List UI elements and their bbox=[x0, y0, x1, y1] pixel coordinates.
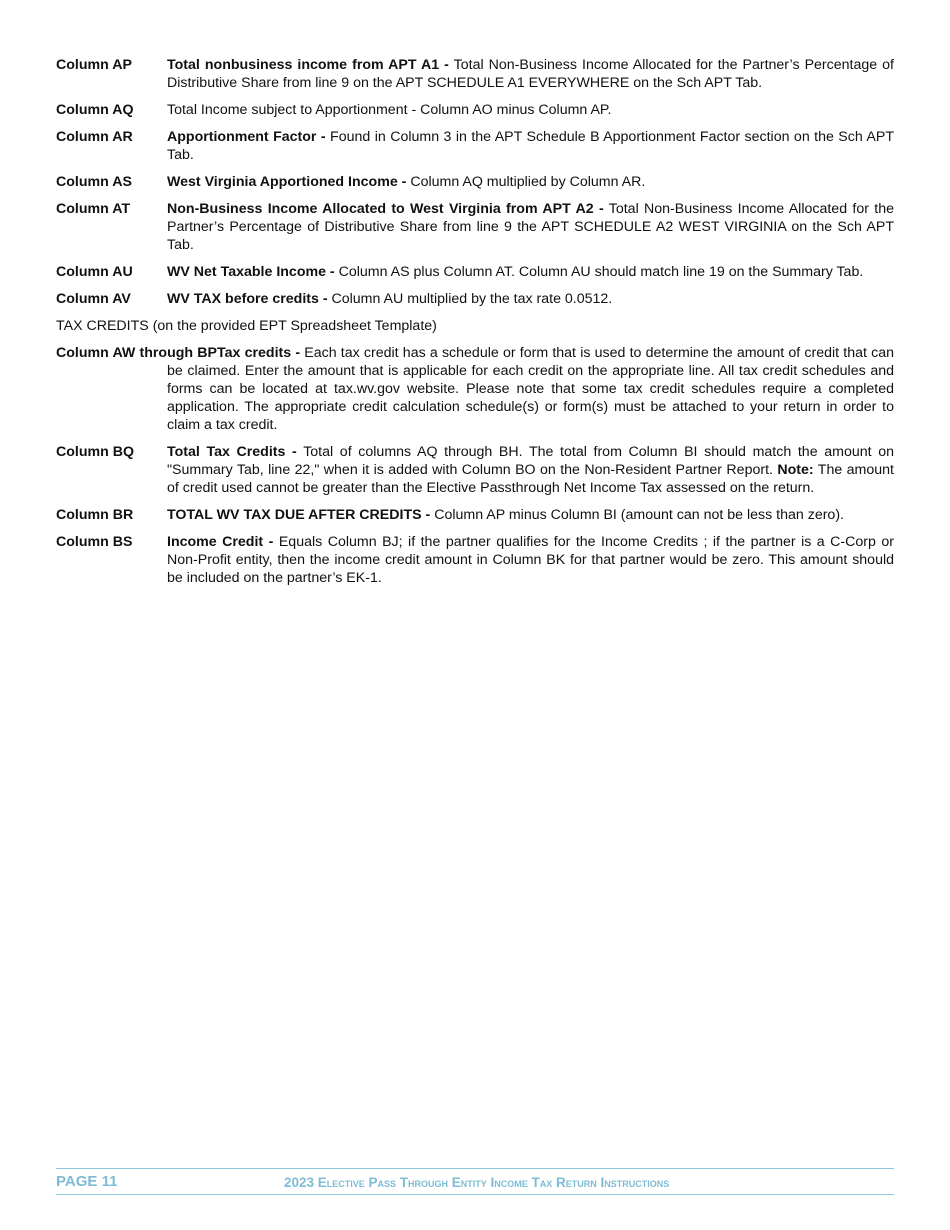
column-as-entry bbox=[56, 173, 894, 191]
entry-label: Column BQ bbox=[56, 444, 135, 460]
entry-body bbox=[167, 128, 894, 164]
entry-text: Found in Column 3 in the APT Schedule B Apportionment Factor section on the Sch APT Tab. bbox=[167, 129, 894, 163]
entry-text: Total Non-Business Income Allocated for the Partner’s Percentage of Distributive Share from line 9 the APT SCHEDULE A2 WEST VIRGINIA on the Sch APT Tab. bbox=[167, 201, 894, 253]
page-footer bbox=[56, 1168, 894, 1195]
entry-title: Apportionment Factor - bbox=[167, 129, 326, 145]
note-text: The amount of credit used cannot be greater than the Elective Passthrough Net Income Tax assessed on the return. bbox=[167, 462, 894, 496]
entry-body bbox=[167, 101, 894, 119]
entry-title: West Virginia Apportioned Income - bbox=[167, 174, 407, 190]
column-bq-entry bbox=[56, 443, 894, 497]
entry-title: WV Net Taxable Income - bbox=[167, 264, 335, 280]
entry-title: Income Credit - bbox=[167, 534, 274, 550]
column-ar-entry bbox=[56, 128, 894, 164]
column-bs-entry bbox=[56, 533, 894, 587]
tax-credits-heading: TAX CREDITS (on the provided EPT Spreadsheet Template) bbox=[56, 318, 437, 334]
entry-label: Column AU bbox=[56, 264, 133, 280]
entry-text: Each tax credit has a schedule or form that is used to determine the amount of credit that can be claimed. Enter the amount that is applicable for each credit on the appropriate line. All tax credit schedules and forms can be located at tax.wv.gov website. Please note that some tax credit schedules require a completed application. The appropriate credit calculation schedule(s) or form(s) must be attached to your return in order to claim a tax credit. bbox=[167, 345, 894, 433]
column-ap-entry bbox=[56, 56, 894, 92]
column-aq-entry bbox=[56, 101, 894, 119]
entry-text: Column AU multiplied by the tax rate 0.0512. bbox=[327, 291, 613, 307]
document-body bbox=[56, 56, 894, 596]
entry-body bbox=[167, 263, 894, 281]
column-at-entry bbox=[56, 200, 894, 254]
entry-label: Column AP bbox=[56, 57, 132, 73]
page-number: PAGE 11 bbox=[56, 1173, 118, 1190]
entry-title: Non-Business Income Allocated to West Virginia from APT A2 - bbox=[167, 201, 604, 217]
note-label: Note: bbox=[777, 462, 814, 478]
entry-text: Column AQ multiplied by Column AR. bbox=[406, 174, 646, 190]
entry-title: Tax credits - bbox=[217, 345, 301, 361]
column-br-entry bbox=[56, 506, 894, 524]
entry-body bbox=[167, 290, 894, 308]
entry-label: Column AQ bbox=[56, 102, 134, 118]
entry-text: Total of columns AQ through BH. The total from Column BI should match the amount on "Summary Tab, line 22," when it is added with Column BO on the Non-Resident Partner Report. bbox=[167, 444, 894, 478]
entry-body bbox=[167, 200, 894, 254]
entry-title: TOTAL WV TAX DUE AFTER CREDITS - bbox=[167, 507, 431, 523]
entry-text: Total Income subject to Apportionment - Column AO minus Column AP. bbox=[167, 102, 612, 118]
entry-text: Equals Column BJ; if the partner qualifies for the Income Credits ; if the partner is a C-Corp or Non-Profit entity, then the income credit amount in Column BK for that partner would be zero. This amount should be included on the partner’s EK-1. bbox=[167, 534, 894, 586]
entry-title: Total Tax Credits - bbox=[167, 444, 297, 460]
entry-text: Column AS plus Column AT. Column AU should match line 19 on the Summary Tab. bbox=[334, 264, 864, 280]
entry-text: Total Non-Business Income Allocated for the Partner’s Percentage of Distributive Share from line 9 on the APT SCHEDULE A1 EVERYWHERE on the Sch APT Tab. bbox=[167, 57, 894, 91]
entry-body bbox=[167, 56, 894, 92]
entry-body bbox=[167, 173, 894, 191]
entries-group-1 bbox=[56, 56, 894, 308]
entry-label: Column AV bbox=[56, 291, 131, 307]
entry-label: Column BR bbox=[56, 507, 134, 523]
entry-label: Column AT bbox=[56, 201, 131, 217]
entry-label: Column BS bbox=[56, 534, 133, 550]
entry-label: Column AW through BP bbox=[56, 345, 218, 361]
column-av-entry bbox=[56, 290, 894, 308]
entry-body bbox=[167, 443, 894, 497]
entry-label: Column AS bbox=[56, 174, 132, 190]
entries-group-2 bbox=[56, 506, 894, 587]
column-aw-bp-entry bbox=[56, 344, 894, 434]
document-title: 2023 Elective Pass Through Entity Income Tax Return Instructions bbox=[284, 1175, 670, 1190]
column-au-entry bbox=[56, 263, 894, 281]
entry-title: Total nonbusiness income from APT A1 - bbox=[167, 57, 449, 73]
entry-title: WV TAX before credits - bbox=[167, 291, 328, 307]
entry-label: Column AR bbox=[56, 129, 133, 145]
entry-body bbox=[167, 506, 894, 524]
entry-text: Column AP minus Column BI (amount can not be less than zero). bbox=[430, 507, 844, 523]
entry-body bbox=[167, 533, 894, 587]
